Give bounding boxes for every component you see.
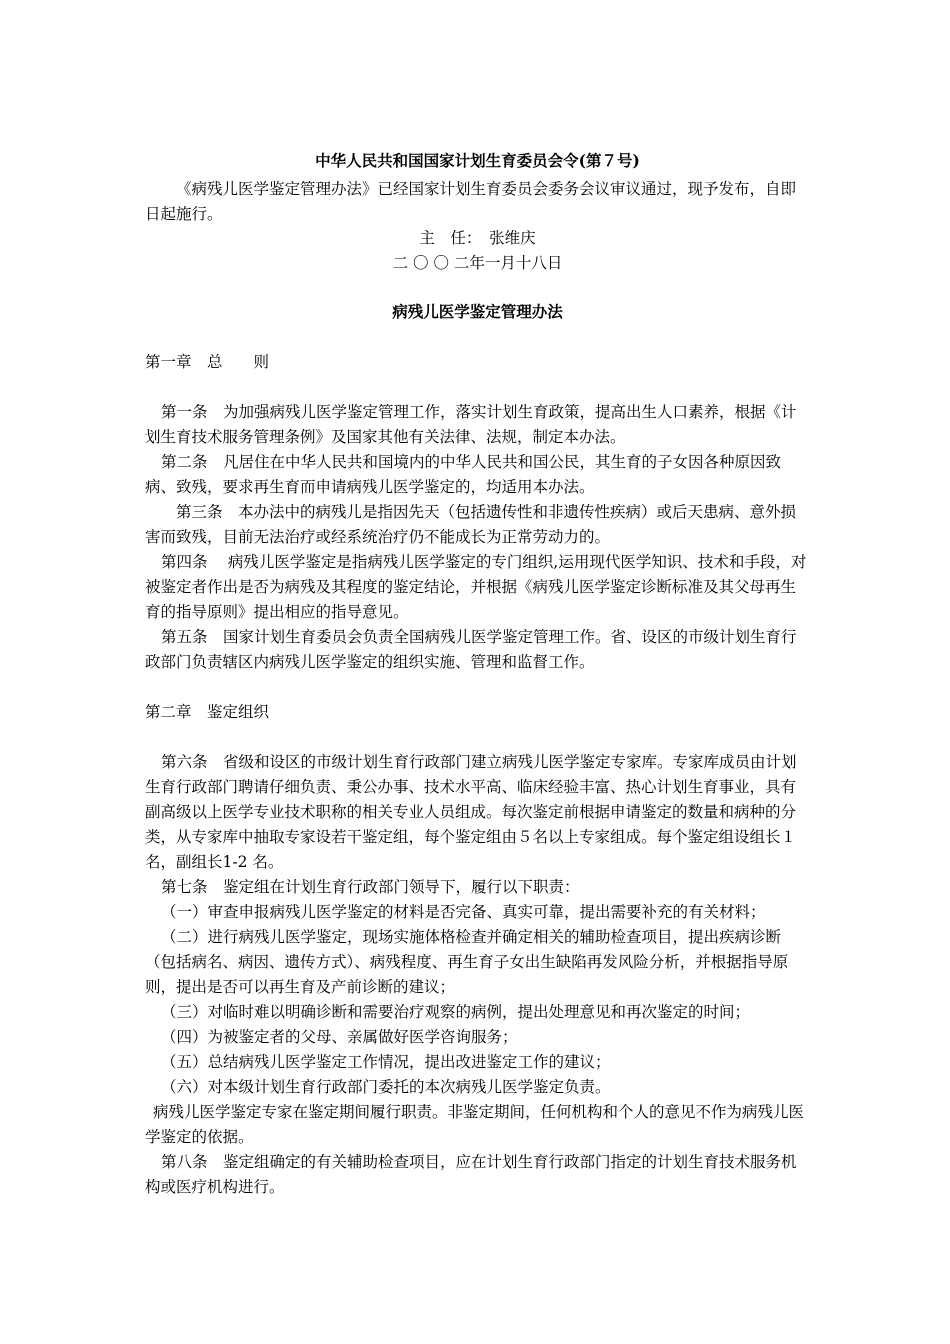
duty-1: （一）审查申报病残儿医学鉴定的材料是否完备、真实可靠，提出需要补充的有关材料； <box>161 903 766 921</box>
article-5: 第五条 国家计划生育委员会负责全国病残儿医学鉴定管理工作。省、设区的市级计划生育行政部门负责辖区内病残儿医学鉴定的组织实施、管理和监督工作。 <box>145 628 797 671</box>
duty-5: （五）总结病残儿医学鉴定工作情况，提出改进鉴定工作的建议； <box>161 1053 611 1071</box>
preamble: 《病残儿医学鉴定管理办法》已经国家计划生育委员会委务会议审议通过，现予发布，自即日起施行。 <box>145 180 797 223</box>
article-8: 第八条 鉴定组确定的有关辅助检查项目，应在计划生育行政部门指定的计划生育技术服务机构或医疗机构进行。 <box>145 1153 797 1196</box>
article-4: 第四条 病残儿医学鉴定是指病残儿医学鉴定的专门组织,运用现代医学知识、技术和手段，对被鉴定者作出是否为病残及其程度的鉴定结论，并根据《病残儿医学鉴定诊断标准及其父母再生育的指导原则》提出相应的指导意见。 <box>145 553 807 621</box>
chapter-1-heading: 第一章 总 则 <box>145 353 270 371</box>
duty-3: （三）对临时难以明确诊断和需要治疗观察的病例，提出处理意见和再次鉴定的时间； <box>161 1003 751 1021</box>
signer: 主 任： 张维庆 <box>419 229 536 247</box>
duty-2: （二）进行病残儿医学鉴定，现场实施体格检查并确定相关的辅助检查项目，提出疾病诊断（包括病名、病因、遗传方式）、病残程度、再生育子女出生缺陷再发风险分析，并根据指导原则，提出是否可以再生育及产前诊断的建议； <box>145 928 789 996</box>
experts-paragraph: 病残儿医学鉴定专家在鉴定期间履行职责。非鉴定期间，任何机构和个人的意见不作为病残儿医学鉴定的依据。 <box>145 1103 805 1146</box>
chapter-2-heading: 第二章 鉴定组织 <box>145 703 270 721</box>
article-2: 第二条 凡居住在中华人民共和国境内的中华人民共和国公民，其生育的子女因各种原因致病、致残，要求再生育而申请病残儿医学鉴定的，均适用本办法。 <box>145 453 782 496</box>
duty-6: （六）对本级计划生育行政部门委托的本次病残儿医学鉴定负责。 <box>161 1078 611 1096</box>
duty-4: （四）为被鉴定者的父母、亲属做好医学咨询服务； <box>161 1028 518 1046</box>
article-6: 第六条 省级和设区的市级计划生育行政部门建立病残儿医学鉴定专家库。专家库成员由计划生育行政部门聘请仔细负责、秉公办事、技术水平高、临床经验丰富、热心计划生育事业，具有副高级以上医学专业技术职称的相关专业人员组成。每次鉴定前根据申请鉴定的数量和病种的分类，从专家库中抽取专家设若干鉴定组，每个鉴定组由５名以上专家组成。每个鉴定组设组长１名，副组长1-2 名。 <box>145 753 797 871</box>
document-title: 病残儿医学鉴定管理办法 <box>392 302 563 321</box>
article-3: 第三条 本办法中的病残儿是指因先天（包括遗传性和非遗传性疾病）或后天患病、意外损害而致残，目前无法治疗或经系统治疗仍不能成长为正常劳动力的。 <box>145 503 797 546</box>
issue-date: 二 〇 〇 二年一月十八日 <box>392 254 563 272</box>
article-1: 第一条 为加强病残儿医学鉴定管理工作，落实计划生育政策，提高出生人口素养，根据《计划生育技术服务管理条例》及国家其他有关法律、法规，制定本办法。 <box>145 403 797 446</box>
article-7: 第七条 鉴定组在计划生育行政部门领导下，履行以下职责： <box>161 878 580 896</box>
order-title: 中华人民共和国国家计划生育委员会令(第７号) <box>315 151 640 170</box>
